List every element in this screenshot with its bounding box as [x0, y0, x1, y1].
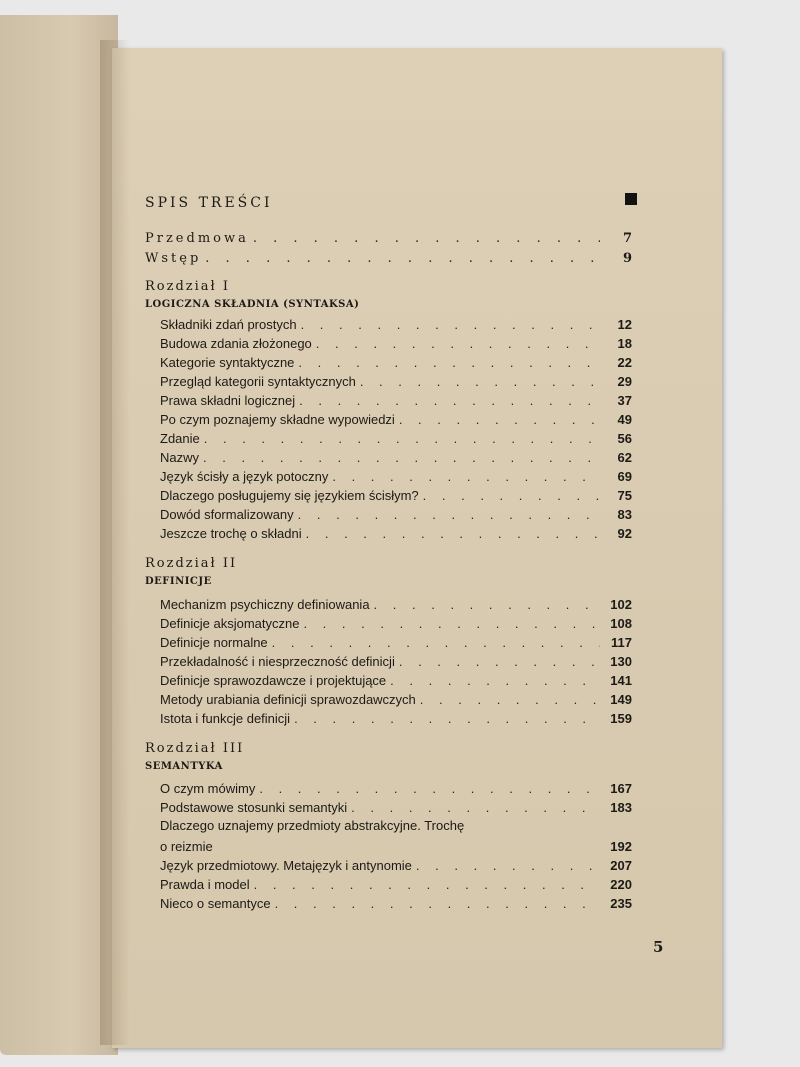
toc-page: 49 — [617, 412, 632, 427]
toc-row-przedmowa — [145, 229, 632, 249]
toc-label: O czym mówimy — [160, 781, 256, 796]
toc-label: Dowód sformalizowany — [160, 507, 294, 522]
toc-page: 69 — [617, 469, 632, 484]
toc-label: Mechanizm psychiczny definiowania — [160, 597, 370, 612]
toc-entry — [160, 837, 632, 857]
toc-page: 207 — [610, 858, 632, 873]
toc-page: 167 — [610, 781, 632, 796]
toc-label: Po czym poznajemy składne wypowiedzi — [160, 412, 395, 427]
toc-page: 117 — [611, 635, 632, 650]
toc-page: 102 — [610, 597, 632, 612]
chapter-label: Rozdział II — [145, 556, 238, 571]
book-page — [112, 48, 722, 1048]
toc-entry — [160, 652, 632, 672]
toc-entry-first-line: Dlaczego uznajemy przedmioty abstrakcyjne. Trochę — [160, 818, 465, 833]
toc-entry — [160, 894, 632, 914]
toc-label: Język przedmiotowy. Metajęzyk i antynomie — [160, 858, 412, 873]
toc-entry — [160, 614, 632, 634]
toc-label: Wstęp — [145, 251, 202, 266]
chapter-title: LOGICZNA SKŁADNIA (SYNTAKSA) — [145, 299, 360, 310]
toc-entry — [160, 690, 632, 710]
leader-dots — [205, 249, 600, 269]
toc-entry — [160, 353, 632, 373]
leader-dots — [298, 353, 600, 373]
leader-dots — [306, 524, 600, 544]
toc-page: 56 — [617, 431, 632, 446]
toc-entry — [160, 315, 632, 335]
leader-dots — [423, 486, 600, 506]
leader-dots — [303, 614, 600, 634]
toc-entry — [160, 875, 632, 895]
toc-label: Budowa zdania złożonego — [160, 336, 312, 351]
toc-label: Przegląd kategorii syntaktycznych — [160, 374, 356, 389]
leader-dots — [254, 875, 600, 895]
toc-page: 108 — [610, 616, 632, 631]
leader-dots — [390, 671, 600, 691]
toc-label: Jeszcze trochę o składni — [160, 526, 302, 541]
toc-label: Kategorie syntaktyczne — [160, 355, 295, 370]
leader-dots — [298, 505, 600, 525]
toc-row-wstep — [145, 249, 632, 269]
toc-page: 22 — [617, 355, 632, 370]
toc-entry — [160, 709, 632, 729]
leader-dots — [351, 798, 600, 818]
leader-dots — [374, 595, 600, 615]
toc-entry — [160, 671, 632, 691]
chapter-title: DEFINICJE — [145, 576, 212, 587]
toc-entry — [160, 779, 632, 799]
toc-page: 62 — [617, 450, 632, 465]
toc-title: SPIS TREŚCI — [145, 195, 273, 211]
toc-page: 9 — [622, 251, 632, 266]
toc-entry — [160, 595, 632, 615]
toc-entry — [160, 372, 632, 392]
toc-page: 12 — [617, 317, 632, 332]
toc-label: Definicje sprawozdawcze i projektujące — [160, 673, 387, 688]
toc-label: Przekładalność i niesprzeczność definicji — [160, 654, 395, 669]
leader-dots — [360, 372, 600, 392]
toc-entry — [160, 467, 632, 487]
toc-label: Składniki zdań prostych — [160, 317, 297, 332]
toc-entry — [160, 798, 632, 818]
chapter-title: SEMANTYKA — [145, 761, 223, 772]
toc-label: Definicje normalne — [160, 635, 268, 650]
leader-dots — [275, 894, 600, 914]
leader-dots — [259, 779, 600, 799]
toc-entry — [160, 334, 632, 354]
toc-label: Zdanie — [160, 431, 200, 446]
toc-label: Metody urabiania definicji sprawozdawczych — [160, 692, 416, 707]
leader-dots — [332, 467, 600, 487]
toc-page: 37 — [617, 393, 632, 408]
leader-dots — [416, 856, 600, 876]
leader-dots — [399, 652, 600, 672]
toc-label: Prawa składni logicznej — [160, 393, 296, 408]
leader-dots — [420, 690, 600, 710]
square-marker-icon — [625, 193, 637, 205]
toc-entry — [160, 410, 632, 430]
page-spine-shadow — [100, 40, 130, 1045]
toc-entry — [160, 486, 632, 506]
toc-page: 83 — [617, 507, 632, 522]
chapter-label: Rozdział I — [145, 279, 231, 294]
toc-label: Podstawowe stosunki semantyki — [160, 800, 348, 815]
toc-page: 141 — [610, 673, 632, 688]
leader-dots — [316, 334, 600, 354]
leader-dots — [399, 410, 600, 430]
leader-dots — [294, 709, 600, 729]
toc-entry — [160, 448, 632, 468]
toc-entry — [160, 524, 632, 544]
toc-label: o reizmie — [160, 839, 213, 854]
toc-label: Prawda i model — [160, 877, 250, 892]
toc-label: Przedmowa — [145, 231, 249, 246]
page-number: 5 — [653, 938, 664, 956]
leader-dots — [299, 391, 600, 411]
toc-entry — [160, 856, 632, 876]
toc-page: 183 — [610, 800, 632, 815]
toc-page: 149 — [610, 692, 632, 707]
toc-entry — [160, 505, 632, 525]
leader-dots — [272, 633, 600, 653]
toc-page: 7 — [622, 231, 632, 246]
toc-page: 130 — [610, 654, 632, 669]
toc-entry — [160, 391, 632, 411]
toc-entry — [160, 429, 632, 449]
leader-dots — [253, 229, 600, 249]
toc-page: 75 — [617, 488, 632, 503]
toc-page: 192 — [610, 839, 632, 854]
toc-entry — [160, 633, 632, 653]
leader-dots — [204, 429, 600, 449]
toc-label: Dlaczego posługujemy się językiem ścisłym? — [160, 488, 419, 503]
toc-label: Definicje aksjomatyczne — [160, 616, 300, 631]
toc-page: 92 — [617, 526, 632, 541]
toc-page: 29 — [617, 374, 632, 389]
chapter-label: Rozdział III — [145, 741, 245, 756]
toc-page: 235 — [610, 896, 632, 911]
toc-label: Język ścisły a język potoczny — [160, 469, 329, 484]
toc-page: 220 — [610, 877, 632, 892]
toc-label: Istota i funkcje definicji — [160, 711, 291, 726]
toc-page: 18 — [617, 336, 632, 351]
leader-dots — [203, 448, 600, 468]
toc-page: 159 — [610, 711, 632, 726]
toc-label: Nieco o semantyce — [160, 896, 271, 911]
leader-dots — [301, 315, 600, 335]
toc-label: Nazwy — [160, 450, 200, 465]
